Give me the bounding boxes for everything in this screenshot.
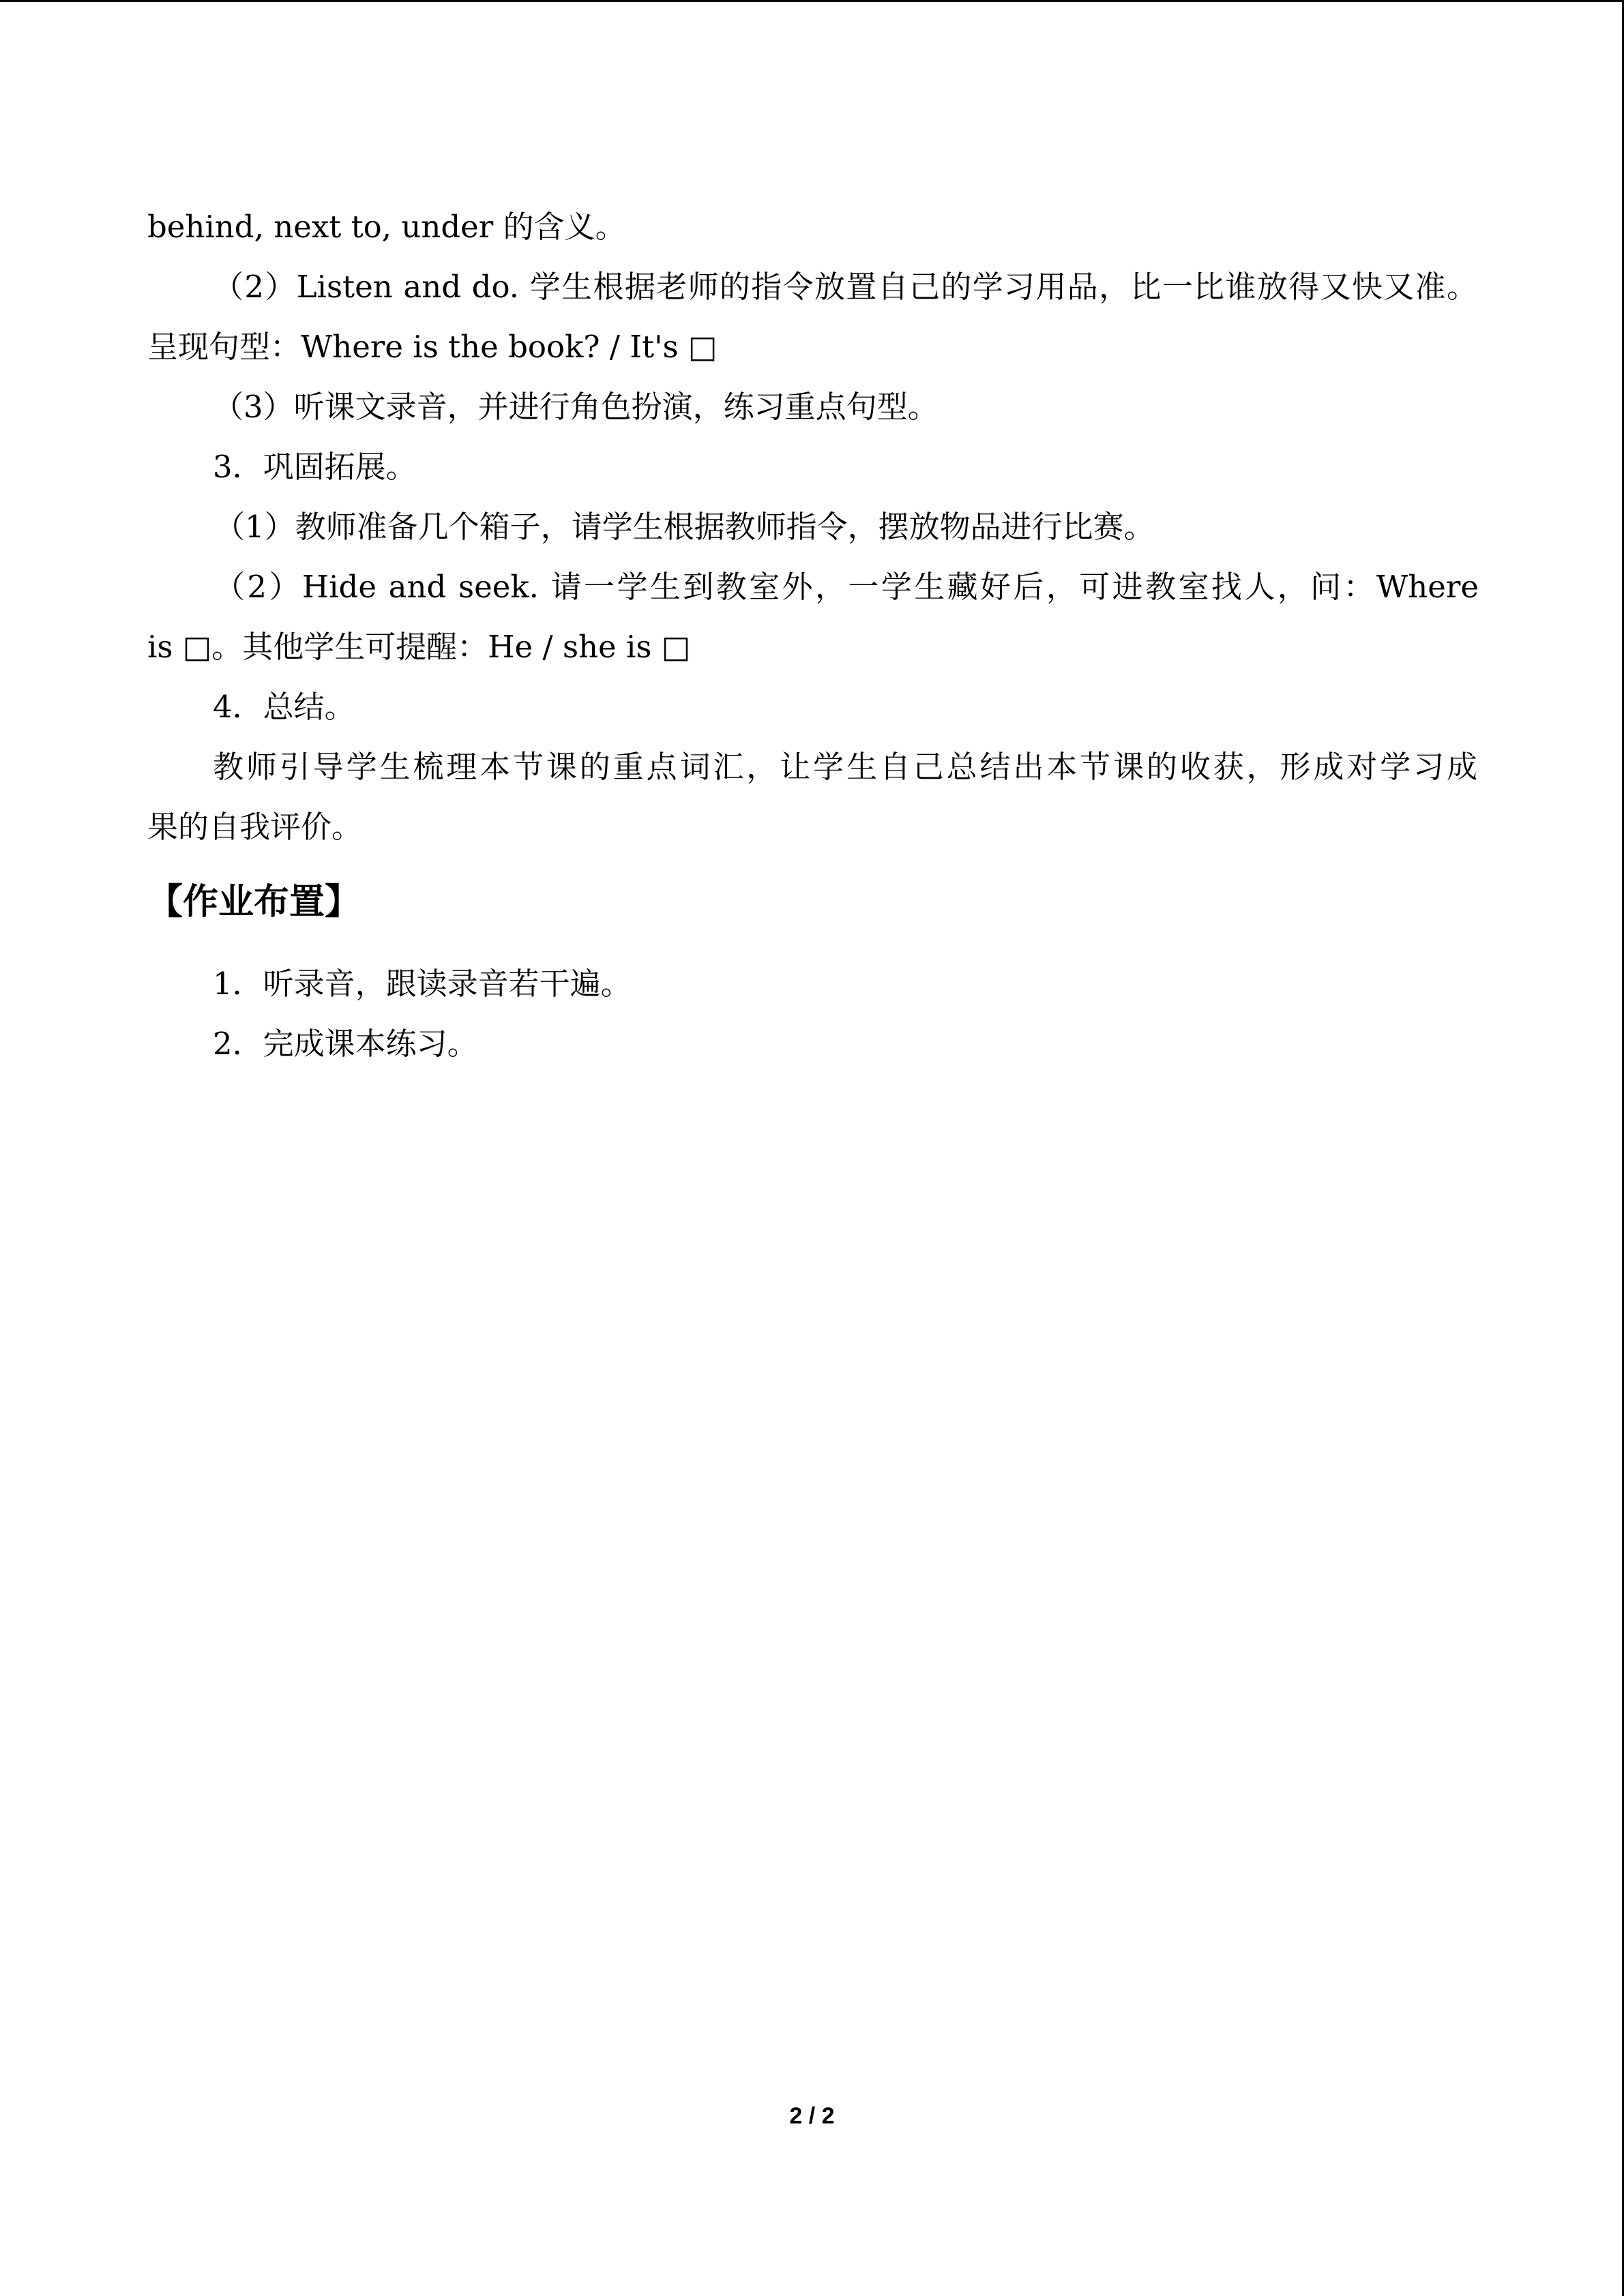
- paragraph-line: （2）Hide and seek. 请一学生到教室外，一学生藏好后，可进教室找人，问：Where: [214, 569, 1479, 605]
- paragraph-line: （1）教师准备几个箱子，请学生根据教师指令，摆放物品进行比赛。: [214, 509, 1155, 545]
- paragraph-line: is □。其他学生可提醒：He / she is □: [147, 629, 691, 665]
- paragraph-line: 果的自我评价。: [147, 809, 363, 845]
- section-step: 4．总结。: [213, 689, 355, 725]
- paragraph-line: （2）Listen and do. 学生根据老师的指令放置自己的学习用品，比一比谁放得又快又准。: [213, 269, 1477, 305]
- paragraph-line: 呈现句型：Where is the book? / It's □: [147, 329, 718, 365]
- homework-heading: 【作业布置】: [147, 882, 361, 923]
- paragraph-line: 教师引导学生梳理本节课的重点词汇，让学生自己总结出本节课的收获，形成对学习成: [213, 749, 1477, 785]
- homework-item: 1．听录音，跟读录音若干遍。: [213, 966, 632, 1002]
- page-number: 2 / 2: [789, 2103, 835, 2129]
- section-step: 3．巩固拓展。: [213, 449, 417, 485]
- homework-item: 2．完成课本练习。: [213, 1026, 478, 1062]
- paragraph-line: behind, next to, under 的含义。: [147, 209, 626, 245]
- paragraph-line: （3）听课文录音，并进行角色扮演，练习重点句型。: [213, 389, 939, 425]
